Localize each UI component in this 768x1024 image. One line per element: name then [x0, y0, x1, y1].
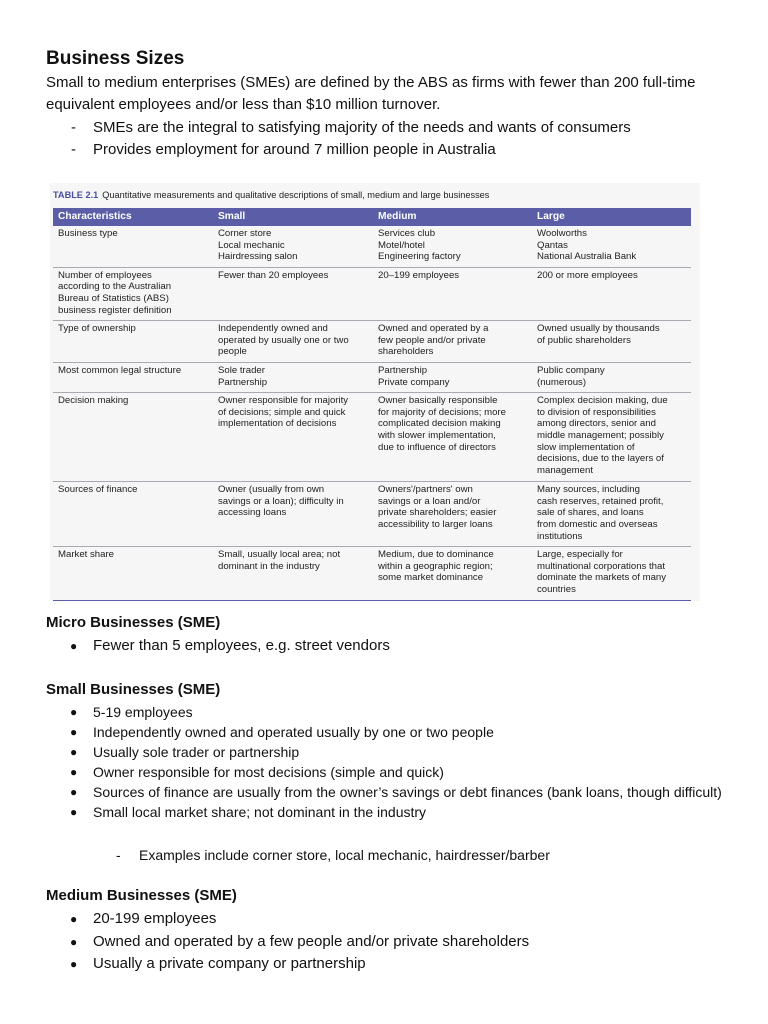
bullet-marker: ● [70, 765, 78, 779]
list-item: ● Owned and operated by a few people and/or private shareholders [46, 931, 726, 954]
list-item: ● 20-199 employees [46, 908, 726, 931]
small-points [46, 702, 726, 822]
table-cell: Many sources, including cash reserves, retained profit, sale of shares, and loans from domestic and overseas institutions [532, 482, 691, 547]
bullet-marker: ● [70, 639, 78, 653]
table-cell: Owner basically responsible for majority of decisions; more complicated decision making with slower implementation, due to influence of directors [373, 393, 532, 482]
table-cell: 200 or more employees [532, 267, 691, 320]
table-cell: Number of employees according to the Australian Bureau of Statistics (ABS) business register definition [53, 267, 213, 320]
column-header: Large [532, 208, 691, 226]
bullet-marker: ● [70, 785, 78, 799]
table-caption [53, 190, 489, 200]
list-item: ● Usually a private company or partnership [46, 953, 726, 976]
business-size-table [53, 208, 691, 601]
table-cell: 20–199 employees [373, 267, 532, 320]
table-cell: Partnership Private company [373, 362, 532, 392]
column-header: Medium [373, 208, 532, 226]
table-cell: Owners'/partners' own savings or a loan and/or private shareholders; easier accessibility to larger loans [373, 482, 532, 547]
table-header-row [53, 208, 691, 226]
table-cell: Independently owned and operated by usually one or two people [213, 321, 373, 363]
column-header: Small [213, 208, 373, 226]
bullet-marker: ● [70, 912, 78, 926]
table-cell: Complex decision making, due to division of responsibilities among directors, senior and middle management; possibly slow implementation of decisions, due to the layers of management [532, 393, 691, 482]
table-cell: Small, usually local area; not dominant in the industry [213, 547, 373, 600]
bullet-marker: ● [70, 705, 78, 719]
table-row [53, 393, 691, 482]
example-text: Examples include corner store, local mechanic, hairdresser/barber [139, 847, 550, 863]
medium-points [46, 908, 726, 976]
list-item: ● Usually sole trader or partnership [70, 744, 300, 760]
intro-paragraph: Small to medium enterprises (SMEs) are defined by the ABS as firms with fewer than 200 full-time equivalent employees and/or less than $10 million turnover. [46, 74, 696, 113]
table-cell: Sources of finance [53, 482, 213, 547]
micro-points [46, 635, 726, 658]
list-item: ● Independently owned and operated usually by one or two people [70, 724, 494, 740]
bullet-marker: ● [70, 805, 78, 819]
table-cell: Corner store Local mechanic Hairdressing salon [213, 226, 373, 267]
table-cell: Owned and operated by a few people and/or private shareholders [373, 321, 532, 363]
bullet-marker: ● [70, 725, 78, 739]
small-heading: Small Businesses (SME) [46, 681, 221, 698]
list-item: ● Small local market share; not dominant in the industry [70, 804, 427, 820]
bullet-marker: ● [70, 745, 78, 759]
table-cell: Owner responsible for majority of decisions; simple and quick implementation of decisions [213, 393, 373, 482]
table-cell: Type of ownership [53, 321, 213, 363]
table-cell: Large, especially for multinational corporations that dominate the markets of many countries [532, 547, 691, 600]
table-cell: Sole trader Partnership [213, 362, 373, 392]
dash-marker: - [71, 141, 76, 158]
table-cell: Fewer than 20 employees [213, 267, 373, 320]
table-cell: Woolworths Qantas National Australia Bank [532, 226, 691, 267]
intro-points [46, 117, 631, 161]
table-cell: Owned usually by thousands of public shareholders [532, 321, 691, 363]
list-item: - SMEs are the integral to satisfying majority of the needs and wants of consumers [46, 117, 631, 139]
table-cell: Most common legal structure [53, 362, 213, 392]
business-size-table-figure [50, 183, 700, 601]
dash-marker: - [71, 119, 76, 136]
table-cell: Public company (numerous) [532, 362, 691, 392]
list-item: ● Sources of finance are usually from the owner’s savings or debt finances (bank loans, though difficult) [70, 784, 722, 800]
table-row [53, 482, 691, 547]
list-item: ● 5-19 employees [70, 704, 193, 720]
medium-heading: Medium Businesses (SME) [46, 887, 237, 904]
column-header: Characteristics [53, 208, 213, 226]
table-cell: Medium, due to dominance within a geographic region; some market dominance [373, 547, 532, 600]
bullet-marker: ● [70, 934, 78, 949]
list-item: - Provides employment for around 7 million people in Australia [46, 139, 631, 161]
table-cell: Market share [53, 547, 213, 600]
table-row [53, 267, 691, 320]
table-caption-text: Quantitative measurements and qualitative descriptions of small, medium and large businesses [102, 190, 490, 200]
table-cell: Services club Motel/hotel Engineering factory [373, 226, 532, 267]
table-cell: Decision making [53, 393, 213, 482]
bullet-marker: ● [70, 957, 78, 971]
table-cell: Business type [53, 226, 213, 267]
list-item: ● Owner responsible for most decisions (simple and quick) [70, 764, 444, 780]
table-row [53, 226, 691, 267]
table-row [53, 321, 691, 363]
table-cell: Owner (usually from own savings or a loan); difficulty in accessing loans [213, 482, 373, 547]
micro-heading: Micro Businesses (SME) [46, 614, 221, 631]
list-item: ● Fewer than 5 employees, e.g. street vendors [46, 635, 726, 658]
page-title: Business Sizes [46, 48, 185, 69]
table-row [53, 547, 691, 600]
table-number: TABLE 2.1 [53, 190, 99, 200]
table-row [53, 362, 691, 392]
dash-marker: - [116, 847, 121, 863]
